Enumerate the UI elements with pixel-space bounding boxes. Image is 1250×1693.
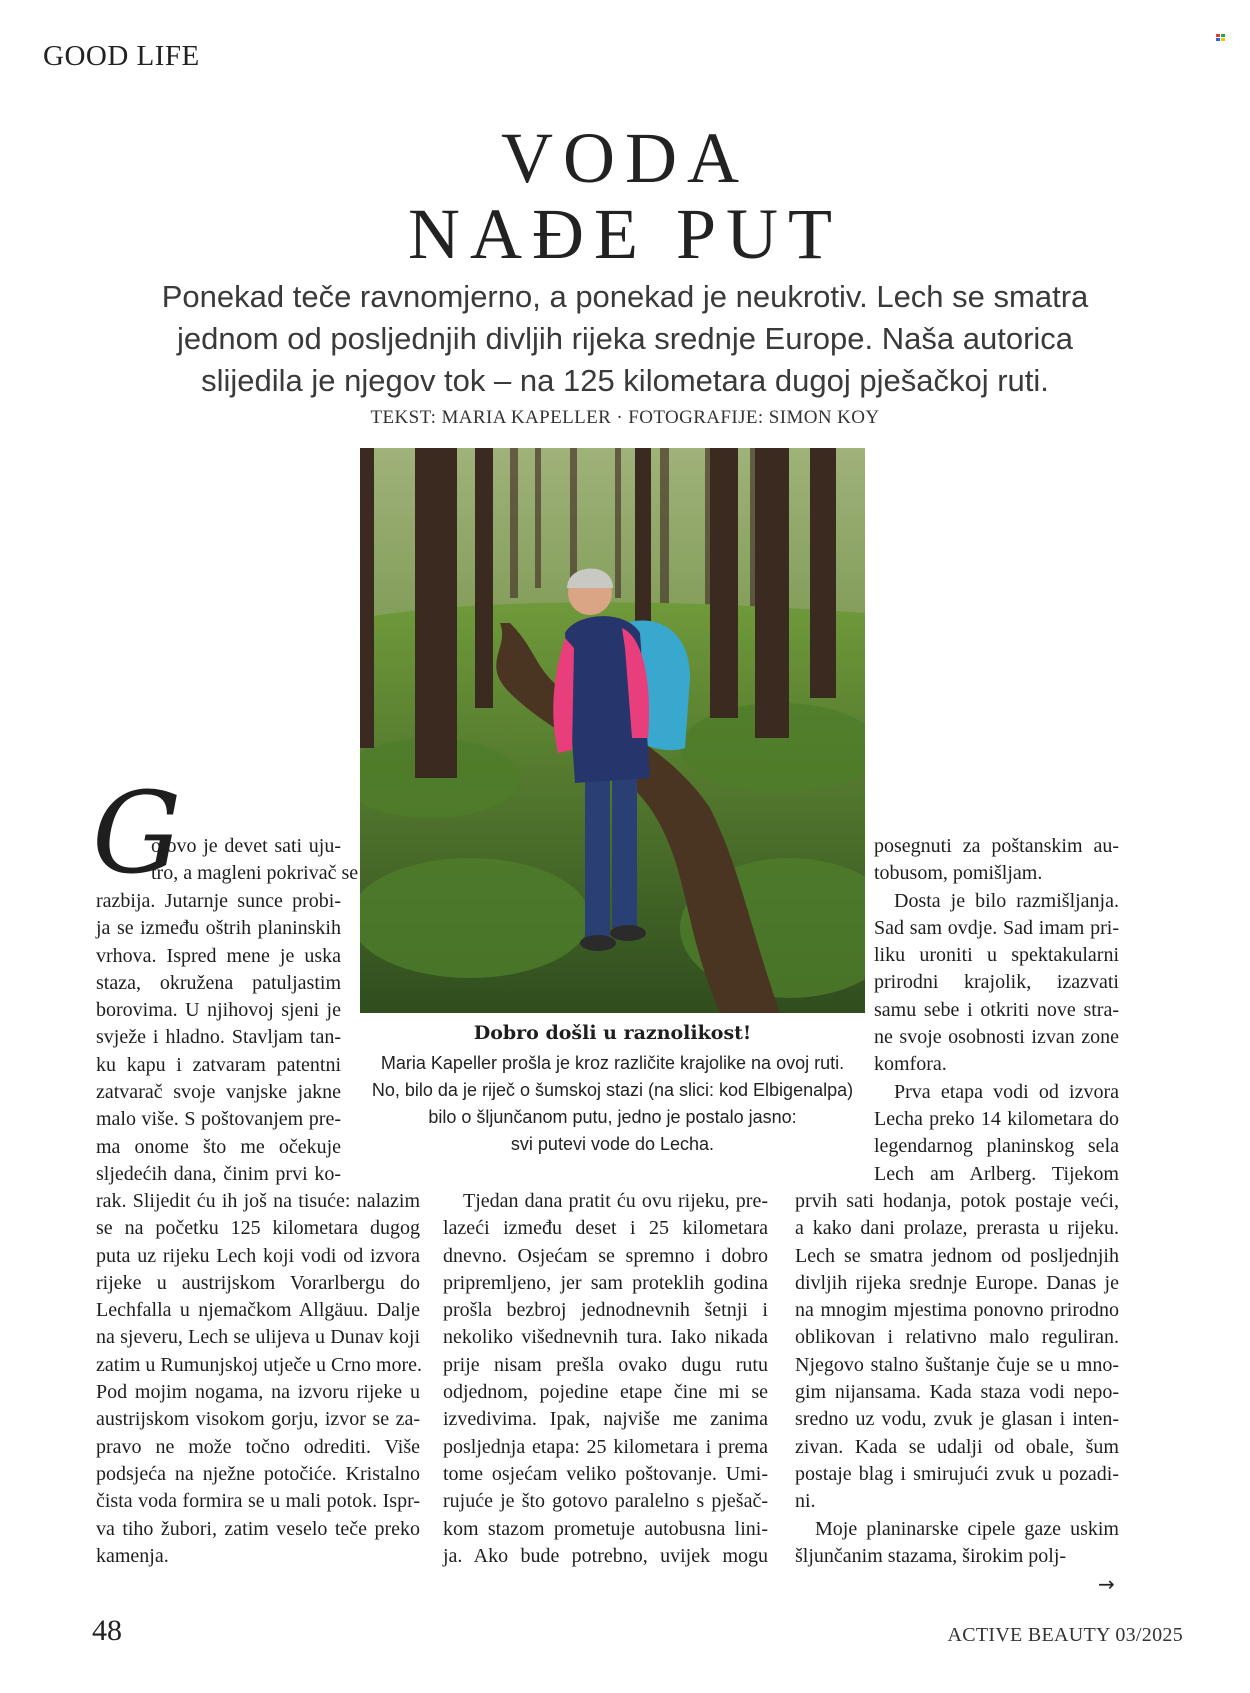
body-line: vrhova. Ispred mene je uska: [96, 944, 341, 967]
body-line: Lech se smatra jednom od posljednjih: [795, 1244, 1119, 1267]
body-line: Pod mojim nogama, na izvoru rijeke u: [96, 1381, 420, 1404]
corner-color-mark: [1216, 34, 1225, 41]
body-line: samu sebe i otkriti nove stra-: [874, 998, 1119, 1021]
body-line: izvedivima. Ipak, najviše me zanima: [443, 1408, 768, 1431]
body-line: zivan. Kada se udalji od obale, šum: [795, 1435, 1119, 1458]
lead-line: slijedila je njegov tok – na 125 kilometara dugoj pješačkoj ruti.: [201, 363, 1049, 398]
body-line: na sjeveru, Lech se ulijeva u Dunav koji: [96, 1326, 420, 1349]
body-line: zatvarač svoje vanjske jakne: [96, 1081, 341, 1104]
body-column-2: [443, 1188, 768, 1570]
body-line: a kako dani prolaze, prerasta u rijeku.: [795, 1217, 1119, 1240]
body-line: podsjeća na nježne potočiće. Kristalno: [96, 1462, 420, 1485]
body-line: šljunčanim stazama, širokim polj-: [795, 1544, 1067, 1567]
hiker-forest-photo: [360, 448, 865, 1013]
body-line: Njegovo stalno šuštanje čuje se u mno-: [795, 1353, 1119, 1376]
body-line: pravo ne može točno odrediti. Više: [96, 1435, 420, 1458]
body-line: ne svoje osobnosti izvan zone: [874, 1026, 1119, 1049]
body-line: rak. Slijedit ću ih još na tisuće: nalazim: [96, 1190, 420, 1212]
body-line: borovima. U njihovoj sjeni je: [96, 999, 341, 1022]
body-line: sredno uz vodu, zvuk je glasan i inten-: [795, 1408, 1119, 1431]
lead-line: jednom od posljednjih divljih rijeka srednje Europe. Naša autorica: [176, 321, 1074, 356]
body-line: prirodni krajolik, izazvati: [874, 971, 1119, 994]
body-line: rijeke u austrijskom Vorarlbergu do: [96, 1271, 420, 1294]
body-line: Lechfalla u njemačkom Allgäuu. Dalje: [96, 1299, 420, 1322]
body-line: malo više. S poštovanjem pre-: [96, 1108, 341, 1131]
caption-title: Dobro došli u raznolikost!: [473, 1022, 752, 1044]
caption-line: svi putevi vode do Lecha.: [510, 1134, 715, 1154]
body-line: zatim u Rumunjskoj utječe u Crno more.: [96, 1353, 423, 1376]
body-line: liku uroniti u spektakularni: [874, 944, 1119, 967]
body-line: gim nijansama. Kada staza vodi nepo-: [795, 1381, 1119, 1404]
body-line: Lech am Arlberg. Tijekom: [874, 1162, 1119, 1185]
body-column-1-lower: [96, 1188, 423, 1570]
body-line: pripremljeno, jer sam proteklih godina: [443, 1271, 768, 1294]
caption-line: bilo o šljunčanom putu, jedno je postalo jasno:: [428, 1107, 797, 1127]
page-number: 48: [92, 1614, 122, 1647]
body-column-3-lower: [795, 1188, 1119, 1570]
body-line: legendarnog planinskog sela: [874, 1135, 1119, 1158]
body-line: prvih sati hodanja, potok postaje veći,: [795, 1190, 1119, 1212]
body-line: oblikovan i relativno malo reguliran.: [795, 1326, 1119, 1349]
corner-mark-yellow: [1221, 38, 1225, 41]
body-line: tobusom, pomišljam.: [874, 862, 1043, 885]
caption-line: Maria Kapeller prošla je kroz različite krajolike na ovoj ruti.: [380, 1053, 845, 1073]
body-line: komfora.: [874, 1053, 947, 1076]
body-line: kom stazom prometuje autobusna lini-: [443, 1517, 768, 1540]
body-column-1-middle: [96, 888, 341, 1188]
body-line: rujuće je što gotovo paralelno s pješač-: [443, 1490, 768, 1513]
body-line: Lecha preko 14 kilometara do: [874, 1107, 1119, 1130]
body-line: lazeći između deset i 25 kilometara: [443, 1217, 768, 1240]
corner-mark-blue: [1216, 38, 1220, 41]
body-line: posljednja etapa: 25 kilometara i prema: [443, 1435, 768, 1458]
body-line: čista voda formira se u mali potok. Ispr-: [96, 1490, 420, 1513]
body-line: Tjedan dana pratit ću ovu rijeku, pre-: [463, 1190, 768, 1212]
body-line: puta uz rijeku Lech koji vodi od izvora: [96, 1244, 420, 1267]
section-label: GOOD LIFE: [43, 40, 200, 72]
lead-line: Ponekad teče ravnomjerno, a ponekad je neukrotiv. Lech se smatra: [161, 279, 1089, 314]
body-line: ja. Ako bude potrebno, uvijek mogu: [443, 1544, 768, 1567]
body-line: divljih rijeka srednje Europe. Danas je: [795, 1271, 1119, 1294]
body-line: Sad sam ovdje. Sad imam pri-: [874, 916, 1119, 939]
body-line: Moje planinarske cipele gaze uskim: [815, 1517, 1119, 1540]
corner-mark-green: [1221, 34, 1225, 37]
body-line: ku kapu i zatvaram patentni: [96, 1053, 341, 1076]
body-column-1-upper: [151, 833, 359, 888]
body-line: sljedećih dana, činim prvi ko-: [96, 1162, 341, 1185]
article-title-line-2: NAĐE PUT: [408, 194, 842, 274]
body-line: ni.: [795, 1490, 816, 1513]
body-line: svježe i hladno. Stavljam tan-: [96, 1026, 341, 1049]
body-line: nekoliko višednevnih tura. Iako nikada: [443, 1326, 768, 1349]
photo-caption: [350, 1050, 875, 1158]
body-line: se na početku 125 kilometara dugog: [96, 1217, 420, 1240]
continue-arrow-icon: →: [1098, 1572, 1115, 1596]
body-line: ma onome što me očekuje: [96, 1135, 341, 1158]
body-line: staza, okružena patuljastim: [96, 971, 341, 994]
body-line: prije nisam prešla ovako dugu rutu: [443, 1353, 768, 1376]
body-line: ja se između oštrih planinskih: [96, 917, 341, 940]
body-line: posegnuti za poštanskim au-: [874, 835, 1119, 857]
corner-mark-red: [1216, 34, 1220, 37]
caption-line: No, bilo da je riječ o šumskoj stazi (na slici: kod Elbigenalpa): [371, 1080, 854, 1100]
body-line: austrijskom visokom gorju, izvor se za-: [96, 1408, 420, 1431]
body-line: dnevno. Osjećam se spremno i dobro: [443, 1244, 768, 1267]
body-line: va tiho žubori, zatim veselo teče preko: [96, 1517, 420, 1540]
body-line: prošla bezbroj jednodnevnih šetnji i: [443, 1299, 768, 1322]
drop-cap: G: [92, 769, 182, 899]
article-title-line-1: VODA: [501, 118, 749, 198]
magazine-issue: ACTIVE BEAUTY 03/2025: [947, 1624, 1183, 1646]
article-lead: [100, 276, 1150, 402]
body-line: kamenja.: [96, 1544, 169, 1567]
body-line: otovo je devet sati uju-: [151, 835, 341, 857]
body-line: razbija. Jutarnje sunce probi-: [96, 890, 341, 912]
body-line: Prva etapa vodi od izvora: [894, 1080, 1119, 1103]
body-line: tro, a magleni pokrivač se: [151, 862, 359, 885]
body-line: odjednom, pojedine etape čine mi se: [443, 1381, 768, 1404]
body-column-3-upper: [874, 833, 1119, 1188]
body-line: na mnogim mjestima ponovno prirodno: [795, 1299, 1119, 1322]
body-line: tome osjećam veliko poštovanje. Umi-: [443, 1462, 768, 1485]
article-credits: TEKST: MARIA KAPELLER · FOTOGRAFIJE: SIMON KOY: [370, 407, 880, 428]
body-line: postaje blag i smirujući zvuk u pozadi-: [795, 1462, 1119, 1485]
body-line: Dosta je bilo razmišljanja.: [894, 889, 1119, 912]
